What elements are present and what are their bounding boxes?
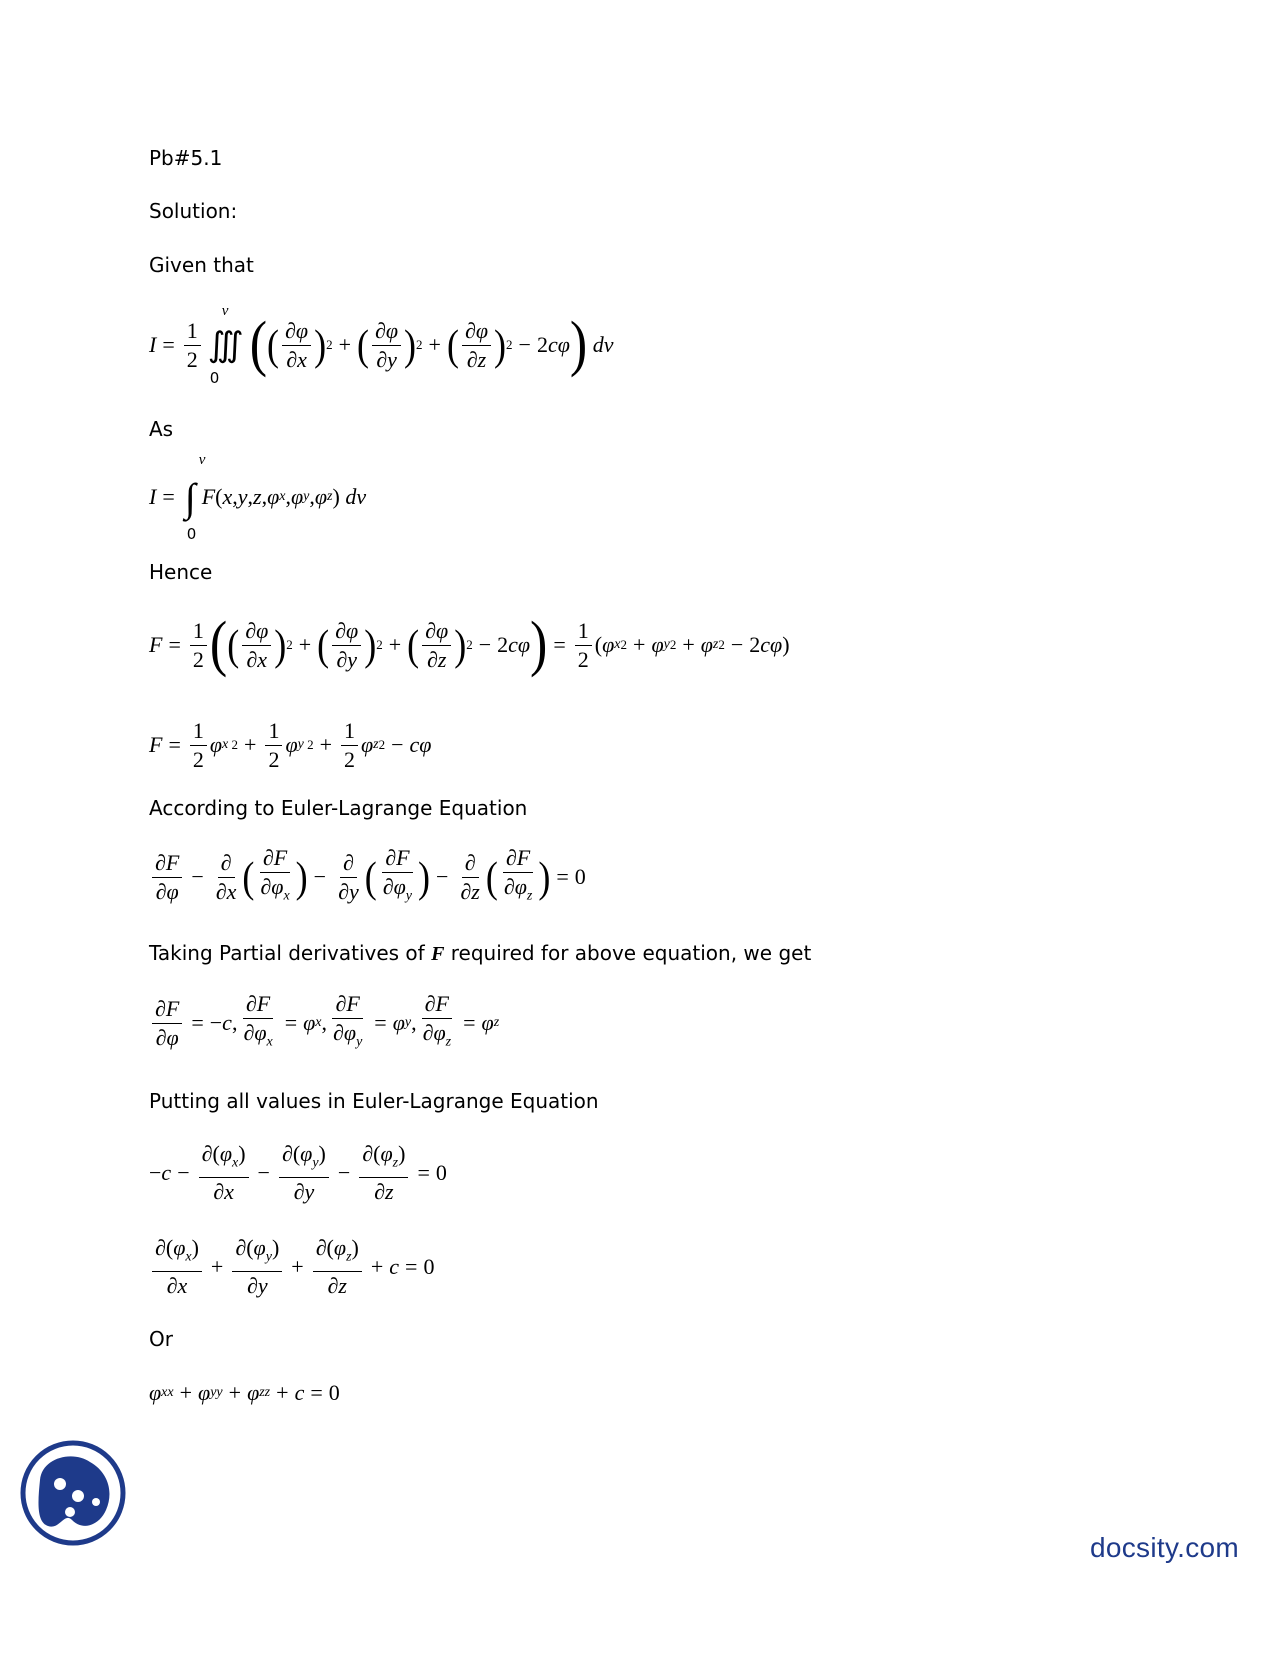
as-label: As (149, 417, 174, 441)
equation-functional-form: I = ∫ v 0 F ( x , y , z , φ x , φ y , φ z ) dv (149, 451, 367, 543)
problem-title: Pb#5.1 (149, 146, 223, 170)
brand-name[interactable]: docsity.com (1090, 1532, 1240, 1563)
equation-rearranged: $\frac{\partial(\varphi_x)}{\partial x}$ + $\frac{\partial(\varphi_y)}{\partial y}$ + $\frac{\partial(\varphi_z)}{\partial z}$ + c = 0 (149, 1222, 434, 1312)
equation-functional-integral: I = $\frac{1}{2}$ ∭ v 0 ( ( $\frac{\partial\varphi}{\partial x}$ ) 2 + ( $\frac{\partial\varphi}{\partial y}$ ) 2 + ( $\frac{\partial\varphi}{\partial z}$ ) 2 − 2 cφ ) dv (149, 303, 614, 387)
equation-integrand: F = $\frac{1}{2}$ ( ( $\frac{\partial\varphi}{\partial x}$ ) 2 + ( $\frac{\partial\varphi}{\partial y}$ ) 2 + ( $\frac{\partial\varphi}{\partial z}$ ) 2 − 2 cφ ) = $\frac{1}{2}$ ( φ x 2 + φ y 2 + φ z 2 − 2 cφ ) (149, 610, 790, 679)
solution-label: Solution: (149, 199, 238, 223)
equation-euler-lagrange: $\frac{\partial F}{\partial\varphi}$ − $\frac{\partial}{\partial x}$ ( $\frac{\partial F}{\partial\varphi_x}$ ) − $\frac{\partial}{\partial y}$ ( $\frac{\partial F}{\partial\varphi_y}$ ) − $\frac{\partial}{\partial z}$ ( $\frac{\partial F}{\partial\varphi_z}$ ) = 0 (149, 832, 586, 922)
putting-label: Putting all values in Euler-Lagrange Equation (149, 1089, 599, 1113)
or-label: Or (149, 1327, 173, 1351)
docsity-logo-icon (20, 1440, 126, 1546)
equation-integrand-expanded: F = $\frac{1}{2}$ φ x 2 + $\frac{1}{2}$ φ y 2 + $\frac{1}{2}$ φ z 2 − cφ (149, 717, 432, 772)
equation-substituted: − c − $\frac{\partial(\varphi_x)}{\partial x}$ − $\frac{\partial(\varphi_y)}{\partial y}$ − $\frac{\partial(\varphi_z)}{\partial z}$ = 0 (149, 1140, 447, 1205)
euler-label: According to Euler-Lagrange Equation (149, 796, 528, 820)
equation-partial-derivatives: $\frac{\partial F}{\partial\varphi}$ = − c , $\frac{\partial F}{\partial\varphi_x}$ = φ x , $\frac{\partial F}{\partial\varphi_y}$ = φ y , $\frac{\partial F}{\partial\varphi_z}$ = φ z (149, 978, 499, 1068)
partials-label: Taking Partial derivatives of F required for above equation, we get (149, 941, 812, 965)
equation-poisson: φ xx + φ yy + φ zz + c = 0 (149, 1380, 340, 1405)
given-label: Given that (149, 253, 254, 277)
hence-label: Hence (149, 560, 213, 584)
